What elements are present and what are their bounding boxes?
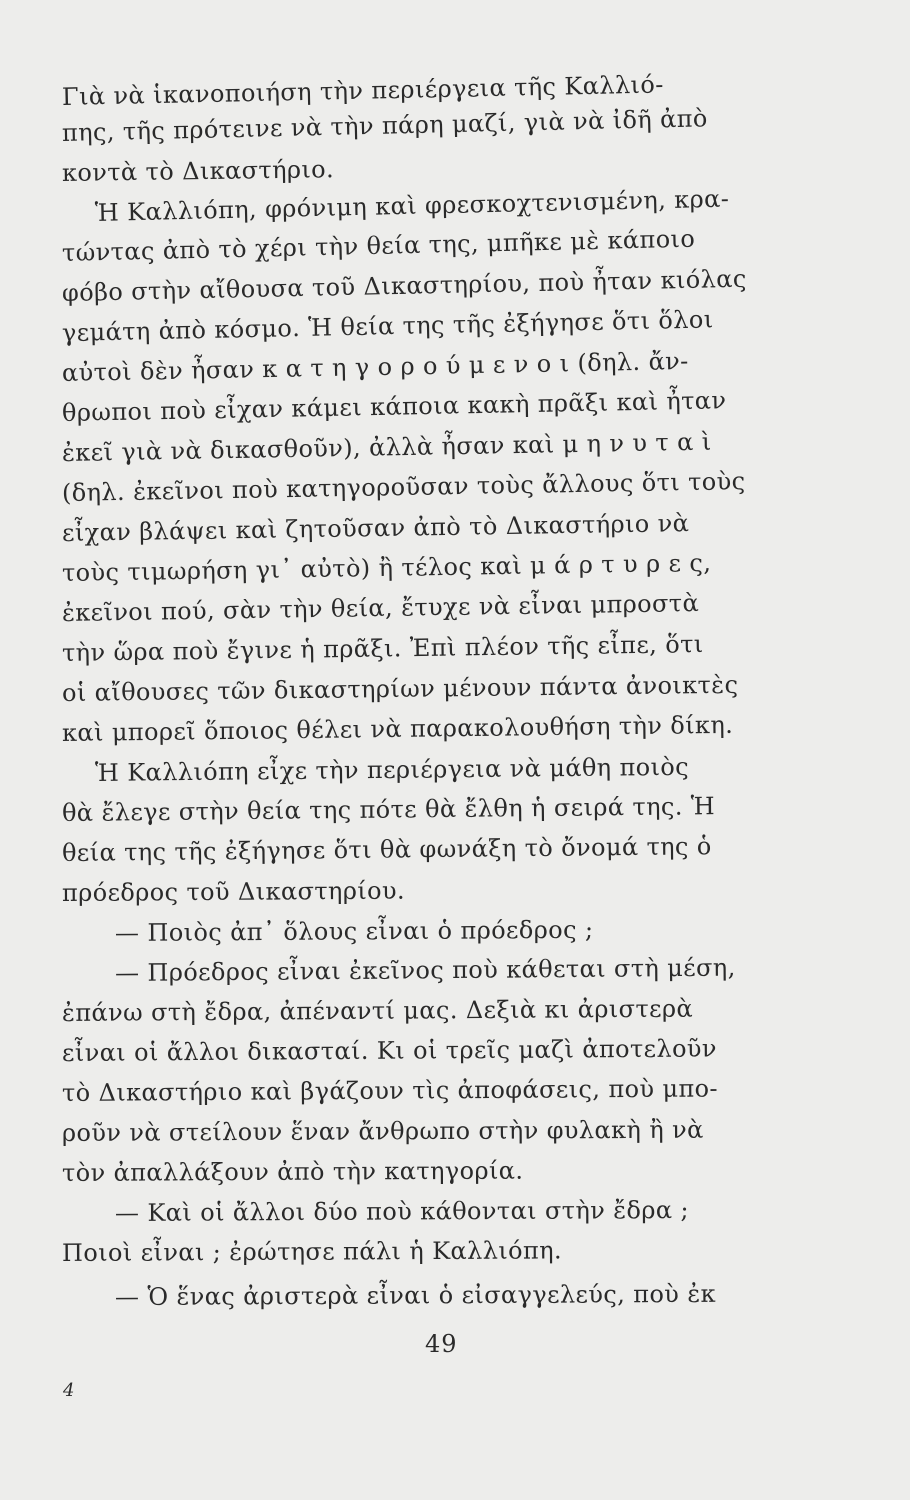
- text-line: τὸν ἀπαλλάξουν ἀπὸ τὴν κατηγορία.: [61, 1156, 524, 1187]
- text-line: εἶχαν βλάψει καὶ ζητοῦσαν ἀπὸ τὸ Δικαστήριο νὰ: [61, 509, 690, 547]
- text-line: Ἡ Καλλιόπη, φρόνιμη καὶ φρεσκοχτενισμένη, κρα-: [94, 184, 730, 227]
- signature-mark: 4: [63, 1380, 75, 1401]
- text-line: φόβο στὴν αἴθουσα τοῦ Δικαστηρίου, ποὺ ἦταν κιόλας: [61, 264, 747, 307]
- text-line: — Καὶ οἱ ἄλλοι δύο ποὺ κάθονται στὴν ἔδρα ;: [114, 1195, 690, 1227]
- text-line: (δηλ. ἐκεῖνοι ποὺ κατηγοροῦσαν τοὺς ἄλλους ὅτι τοὺς: [61, 467, 746, 507]
- page-number: 49: [425, 1330, 458, 1358]
- text-line: πης, τῆς πρότεινε νὰ τὴν πάρη μαζί, γιὰ νὰ ἰδῆ ἀπὸ: [61, 104, 709, 147]
- text-line: τὴν ὥρα ποὺ ἔγινε ἡ πρᾶξι. Ἐπὶ πλέον τῆς εἶπε, ὅτι: [61, 630, 704, 667]
- text-line: τὸ Δικαστήριο καὶ βγάζουν τὶς ἀποφάσεις, ποὺ μπο-: [61, 1074, 719, 1107]
- text-line: θρωποι ποὺ εἶχαν κάμει κάποια κακὴ πρᾶξι καὶ ἦταν: [61, 386, 727, 427]
- text-line: — Ποιὸς ἀπ᾿ ὅλους εἶναι ὁ πρόεδρος ;: [114, 915, 594, 947]
- text-line: οἱ αἴθουσες τῶν δικαστηρίων μένουν πάντα ἀνοικτὲς: [61, 670, 739, 707]
- text-line: — Πρόεδρος εἶναι ἐκεῖνος ποὺ κάθεται στὴ μέση,: [114, 953, 736, 987]
- text-line: θὰ ἔλεγε στὴν θεία της πότε θὰ ἔλθη ἡ σειρά της. Ἡ: [61, 792, 716, 827]
- text-line: πρόεδρος τοῦ Δικαστηρίου.: [61, 876, 406, 907]
- text-line: τώντας ἀπὸ τὸ χέρι τὴν θεία της, μπῆκε μὲ κάποιο: [61, 224, 696, 267]
- text-line: γεμάτη ἀπὸ κόσμο. Ἡ θεία της τῆς ἐξήγησε ὅτι ὅλοι: [61, 305, 714, 347]
- text-line: ροῦν νὰ στείλουν ἕναν ἄνθρωπο στὴν φυλακὴ ἢ νὰ: [61, 1115, 704, 1147]
- text-line: καὶ μπορεῖ ὅποιος θέλει νὰ παρακολουθήση τὴν δίκη.: [61, 710, 734, 747]
- text-line: — Ὁ ἕνας ἀριστερὰ εἶναι ὁ εἰσαγγελεύς, ποὺ ἐκ: [114, 1279, 717, 1311]
- text-line: ἐπάνω στὴ ἔδρα, ἀπέναντί μας. Δεξιὰ κι ἀριστερὰ: [61, 994, 694, 1027]
- text-line: ἐκεῖνοι πού, σὰν τὴν θεία, ἔτυχε νὰ εἶναι μπροστὰ: [61, 588, 700, 627]
- text-line: Γιὰ νὰ ἱκανοποιήση τὴν περιέργεια τῆς Καλλιό-: [61, 70, 664, 111]
- text-line: τοὺς τιμωρήση γι᾿ αὐτὸ) ἢ τέλος καὶ μ ά ρ τ υ ρ ε ς,: [61, 548, 712, 587]
- text-line: θεία της τῆς ἐξήγησε ὅτι θὰ φωνάξη τὸ ὄνομά της ὁ: [61, 832, 712, 867]
- text-line: εἶναι οἱ ἄλλοι δικασταί. Κι οἱ τρεῖς μαζὶ ἀποτελοῦν: [61, 1034, 717, 1067]
- text-line: αὐτοὶ δὲν ἦσαν κ α τ η γ ο ρ ο ύ μ ε ν ο ι (δηλ. ἄν-: [61, 346, 689, 387]
- text-line: Ἡ Καλλιόπη εἶχε τὴν περιέργεια νὰ μάθη ποιὸς: [94, 752, 690, 787]
- text-line: Ποιοὶ εἶναι ; ἐρώτησε πάλι ἡ Καλλιόπη.: [61, 1236, 563, 1267]
- text-line: κοντὰ τὸ Δικαστήριο.: [61, 155, 335, 187]
- text-line: ἐκεῖ γιὰ νὰ δικασθοῦν), ἀλλὰ ἦσαν καὶ μ η ν υ τ α ὶ: [61, 427, 712, 467]
